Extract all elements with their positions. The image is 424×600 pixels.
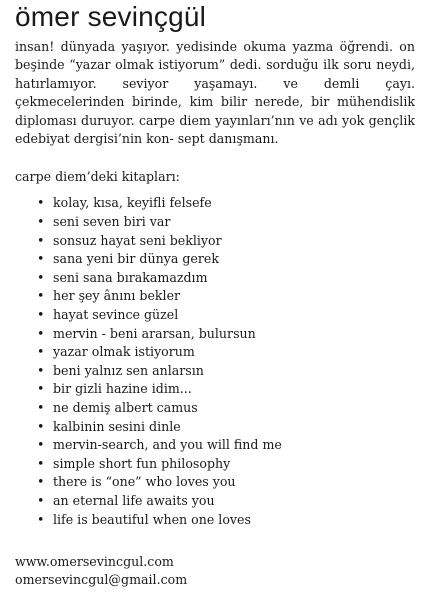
book-item — [37, 362, 415, 381]
bullet-icon: • — [37, 455, 45, 471]
website-link[interactable]: www.omersevincgul.com — [15, 554, 174, 570]
book-title: mervin - beni ararsan, bulursun — [53, 325, 256, 341]
email-link[interactable]: omersevincgul@gmail.com — [15, 572, 188, 588]
bullet-icon: • — [37, 325, 45, 341]
book-item — [37, 269, 415, 288]
book-title: sana yeni bir dünya gerek — [53, 251, 219, 267]
book-item — [37, 380, 415, 399]
book-title: sonsuz hayat seni bekliyor — [53, 232, 222, 248]
book-item — [37, 492, 415, 511]
book-item — [37, 473, 415, 492]
book-title: her şey ânını bekler — [53, 288, 181, 304]
books-heading: carpe diem’deki kitapları: — [15, 169, 180, 185]
book-item — [37, 250, 415, 269]
book-title: simple short fun philosophy — [53, 455, 231, 471]
book-title: mervin-search, and you will find me — [53, 437, 282, 453]
author-page — [15, 0, 415, 589]
book-item — [37, 436, 415, 455]
book-title: seni seven biri var — [53, 214, 171, 230]
contact-footer — [15, 553, 415, 589]
bullet-icon: • — [37, 399, 45, 415]
book-item — [37, 418, 415, 437]
bullet-icon: • — [37, 344, 45, 360]
bullet-icon: • — [37, 269, 45, 285]
book-item — [37, 343, 415, 362]
book-item — [37, 325, 415, 344]
bullet-icon: • — [37, 437, 45, 453]
book-title: life is beautiful when one loves — [53, 511, 251, 527]
book-item — [37, 399, 415, 418]
book-item — [37, 287, 415, 306]
bullet-icon: • — [37, 381, 45, 397]
author-name: ömer sevinçgül — [15, 1, 207, 32]
book-title: bir gizli hazine idim... — [53, 381, 192, 397]
book-title: beni yalnız sen anlarsın — [53, 362, 204, 378]
bullet-icon: • — [37, 232, 45, 248]
book-title: yazar olmak istiyorum — [53, 344, 195, 360]
book-list — [15, 194, 415, 529]
bullet-icon: • — [37, 251, 45, 267]
book-title: there is “one” who loves you — [53, 474, 236, 490]
bullet-icon: • — [37, 362, 45, 378]
book-title: an eternal life awaits you — [53, 492, 215, 508]
book-item — [37, 213, 415, 232]
book-title: kalbinin sesini dinle — [53, 418, 181, 434]
book-item — [37, 306, 415, 325]
author-bio: insan! dünyada yaşıyor. yedisinde okuma yazma öğrendi. on beşinde “yazar olmak istiyorum” dedi. sorduğu ilk soru neydi, hatırlamıyor. seviyor yaşamayı. ve demli çayı. çekmecelerinden birinde, kim bilir nerede, bir mühendislik diploması duruyor. carpe diem yayınları’nın ve adı yok gençlik edebiyat dergisi’nin kon- sept danışmanı. — [15, 39, 415, 147]
bullet-icon: • — [37, 214, 45, 230]
bullet-icon: • — [37, 288, 45, 304]
book-item — [37, 232, 415, 251]
book-title: seni sana bırakamazdım — [53, 269, 208, 285]
book-title: ne demiş albert camus — [53, 399, 198, 415]
bullet-icon: • — [37, 195, 45, 211]
bullet-icon: • — [37, 418, 45, 434]
bullet-icon: • — [37, 474, 45, 490]
book-item — [37, 194, 415, 213]
book-title: hayat sevince güzel — [53, 307, 179, 322]
book-item — [37, 511, 415, 530]
bullet-icon: • — [37, 511, 45, 527]
bullet-icon: • — [37, 492, 45, 508]
book-title: kolay, kısa, keyifli felsefe — [53, 195, 212, 211]
book-item — [37, 455, 415, 474]
bullet-icon: • — [37, 307, 45, 322]
